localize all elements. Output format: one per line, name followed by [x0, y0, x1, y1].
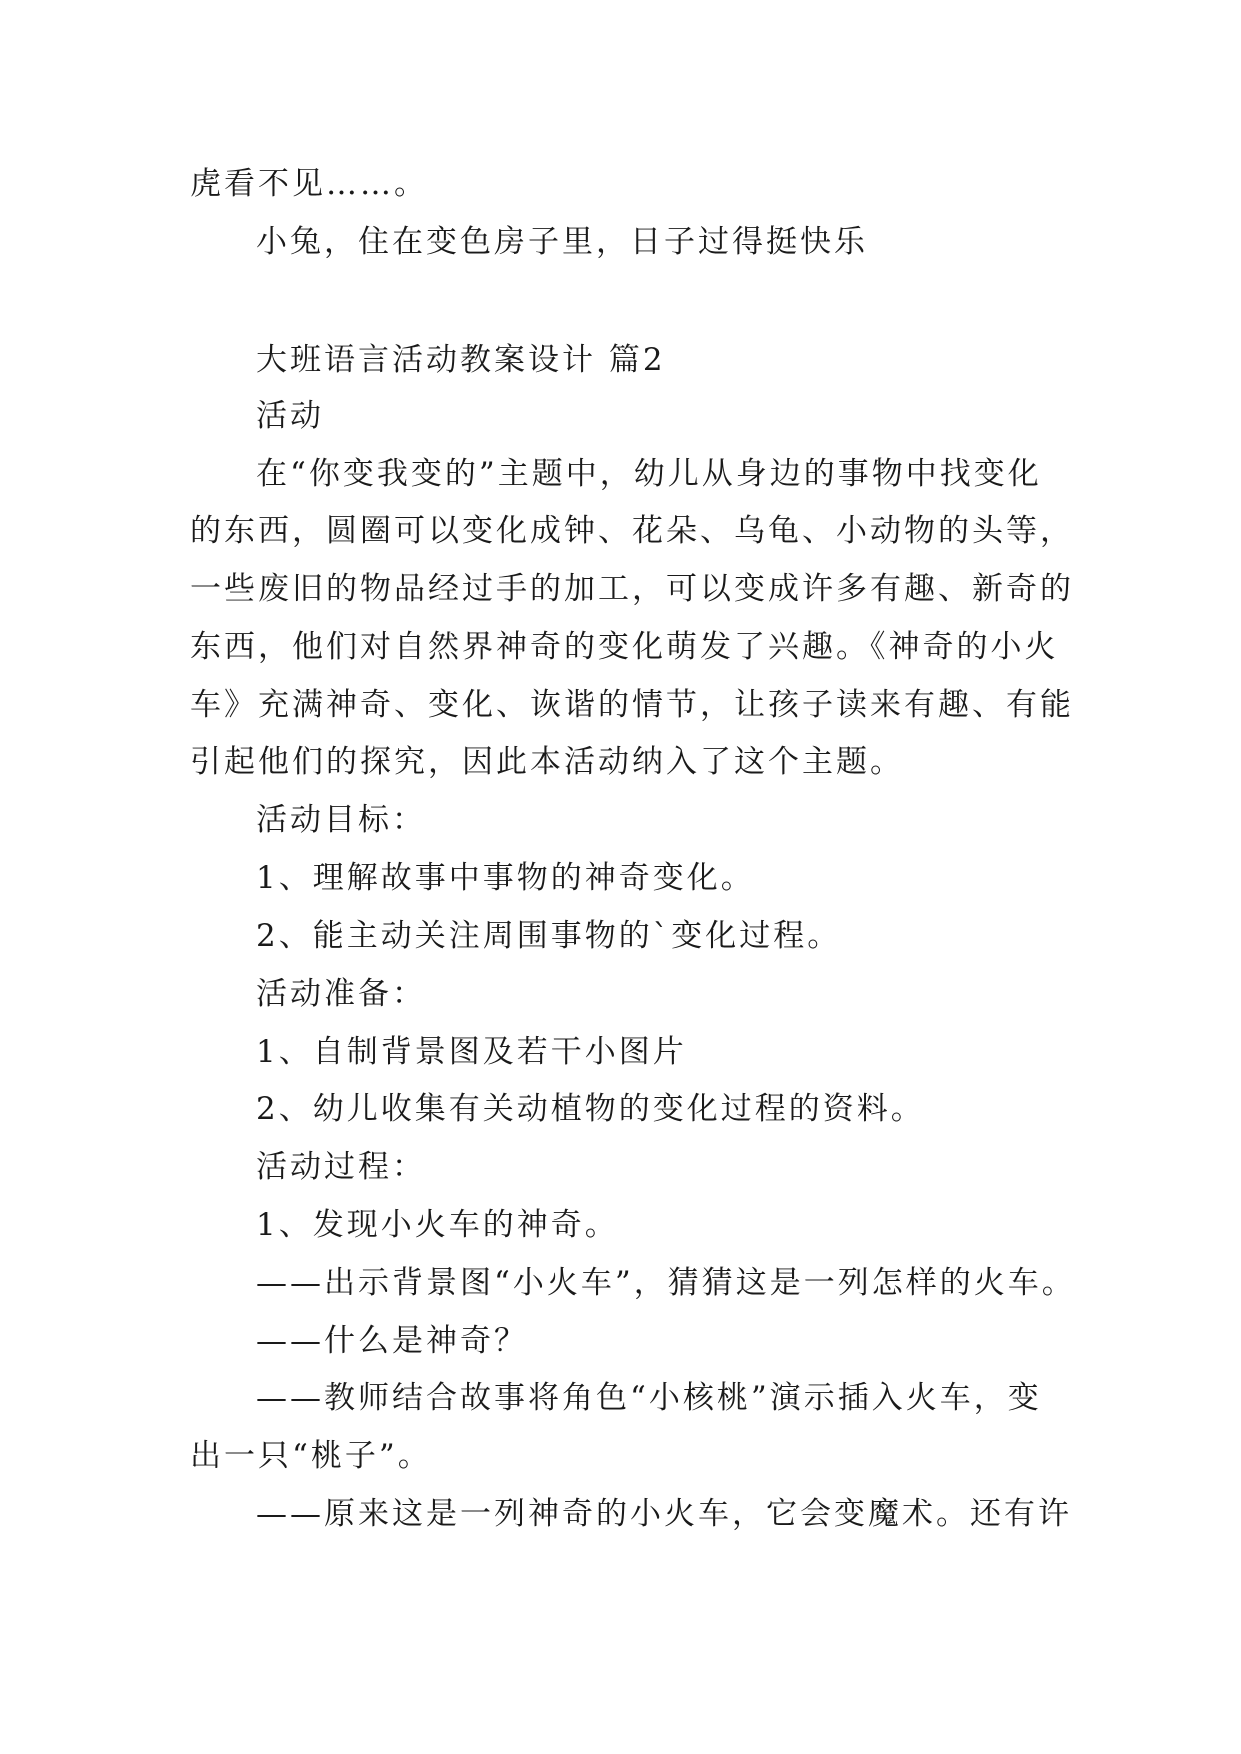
text-line-18: 1、发现小火车的神奇。 — [256, 1207, 619, 1243]
text-line-23: ——原来这是一列神奇的小火车，它会变魔术。还有许 — [256, 1496, 1072, 1532]
text-line-10: 引起他们的探究，因此本活动纳入了这个主题。 — [190, 744, 904, 780]
text-line-7: 一些废旧的物品经过手的加工，可以变成许多有趣、新奇的 — [190, 571, 1074, 607]
text-line-20: ——什么是神奇？ — [256, 1323, 528, 1359]
text-line-21: ——教师结合故事将角色“小核桃”演示插入火车，变 — [256, 1380, 1042, 1416]
text-line-8: 东西，他们对自然界神奇的变化萌发了兴趣。《神奇的小火 — [190, 629, 1059, 665]
section-heading: 大班语言活动教案设计 篇2 — [256, 342, 666, 378]
text-line-16: 2、幼儿收集有关动植物的变化过程的资料。 — [256, 1091, 925, 1127]
text-line-1: 虎看不见……。 — [190, 166, 428, 202]
text-line-2: 小兔，住在变色房子里，日子过得挺快乐 — [256, 224, 868, 260]
text-line-13: 2、能主动关注周围事物的`变化过程。 — [256, 918, 842, 954]
text-line-9: 车》充满神奇、变化、诙谐的情节，让孩子读来有趣、有能 — [190, 687, 1074, 723]
text-line-14: 活动准备： — [256, 976, 426, 1012]
text-line-12: 1、理解故事中事物的神奇变化。 — [256, 860, 755, 896]
text-line-5: 在“你变我变的”主题中，幼儿从身边的事物中找变化 — [256, 456, 1042, 492]
text-line-15: 1、自制背景图及若干小图片 — [256, 1034, 687, 1070]
text-line-22: 出一只“桃子”。 — [190, 1438, 432, 1474]
text-line-19: ——出示背景图“小火车”，猜猜这是一列怎样的火车。 — [256, 1265, 1076, 1301]
text-line-11: 活动目标： — [256, 802, 426, 838]
text-line-4: 活动 — [256, 398, 324, 434]
text-line-17: 活动过程： — [256, 1149, 426, 1185]
text-line-6: 的东西，圆圈可以变化成钟、花朵、乌龟、小动物的头等， — [190, 513, 1074, 549]
